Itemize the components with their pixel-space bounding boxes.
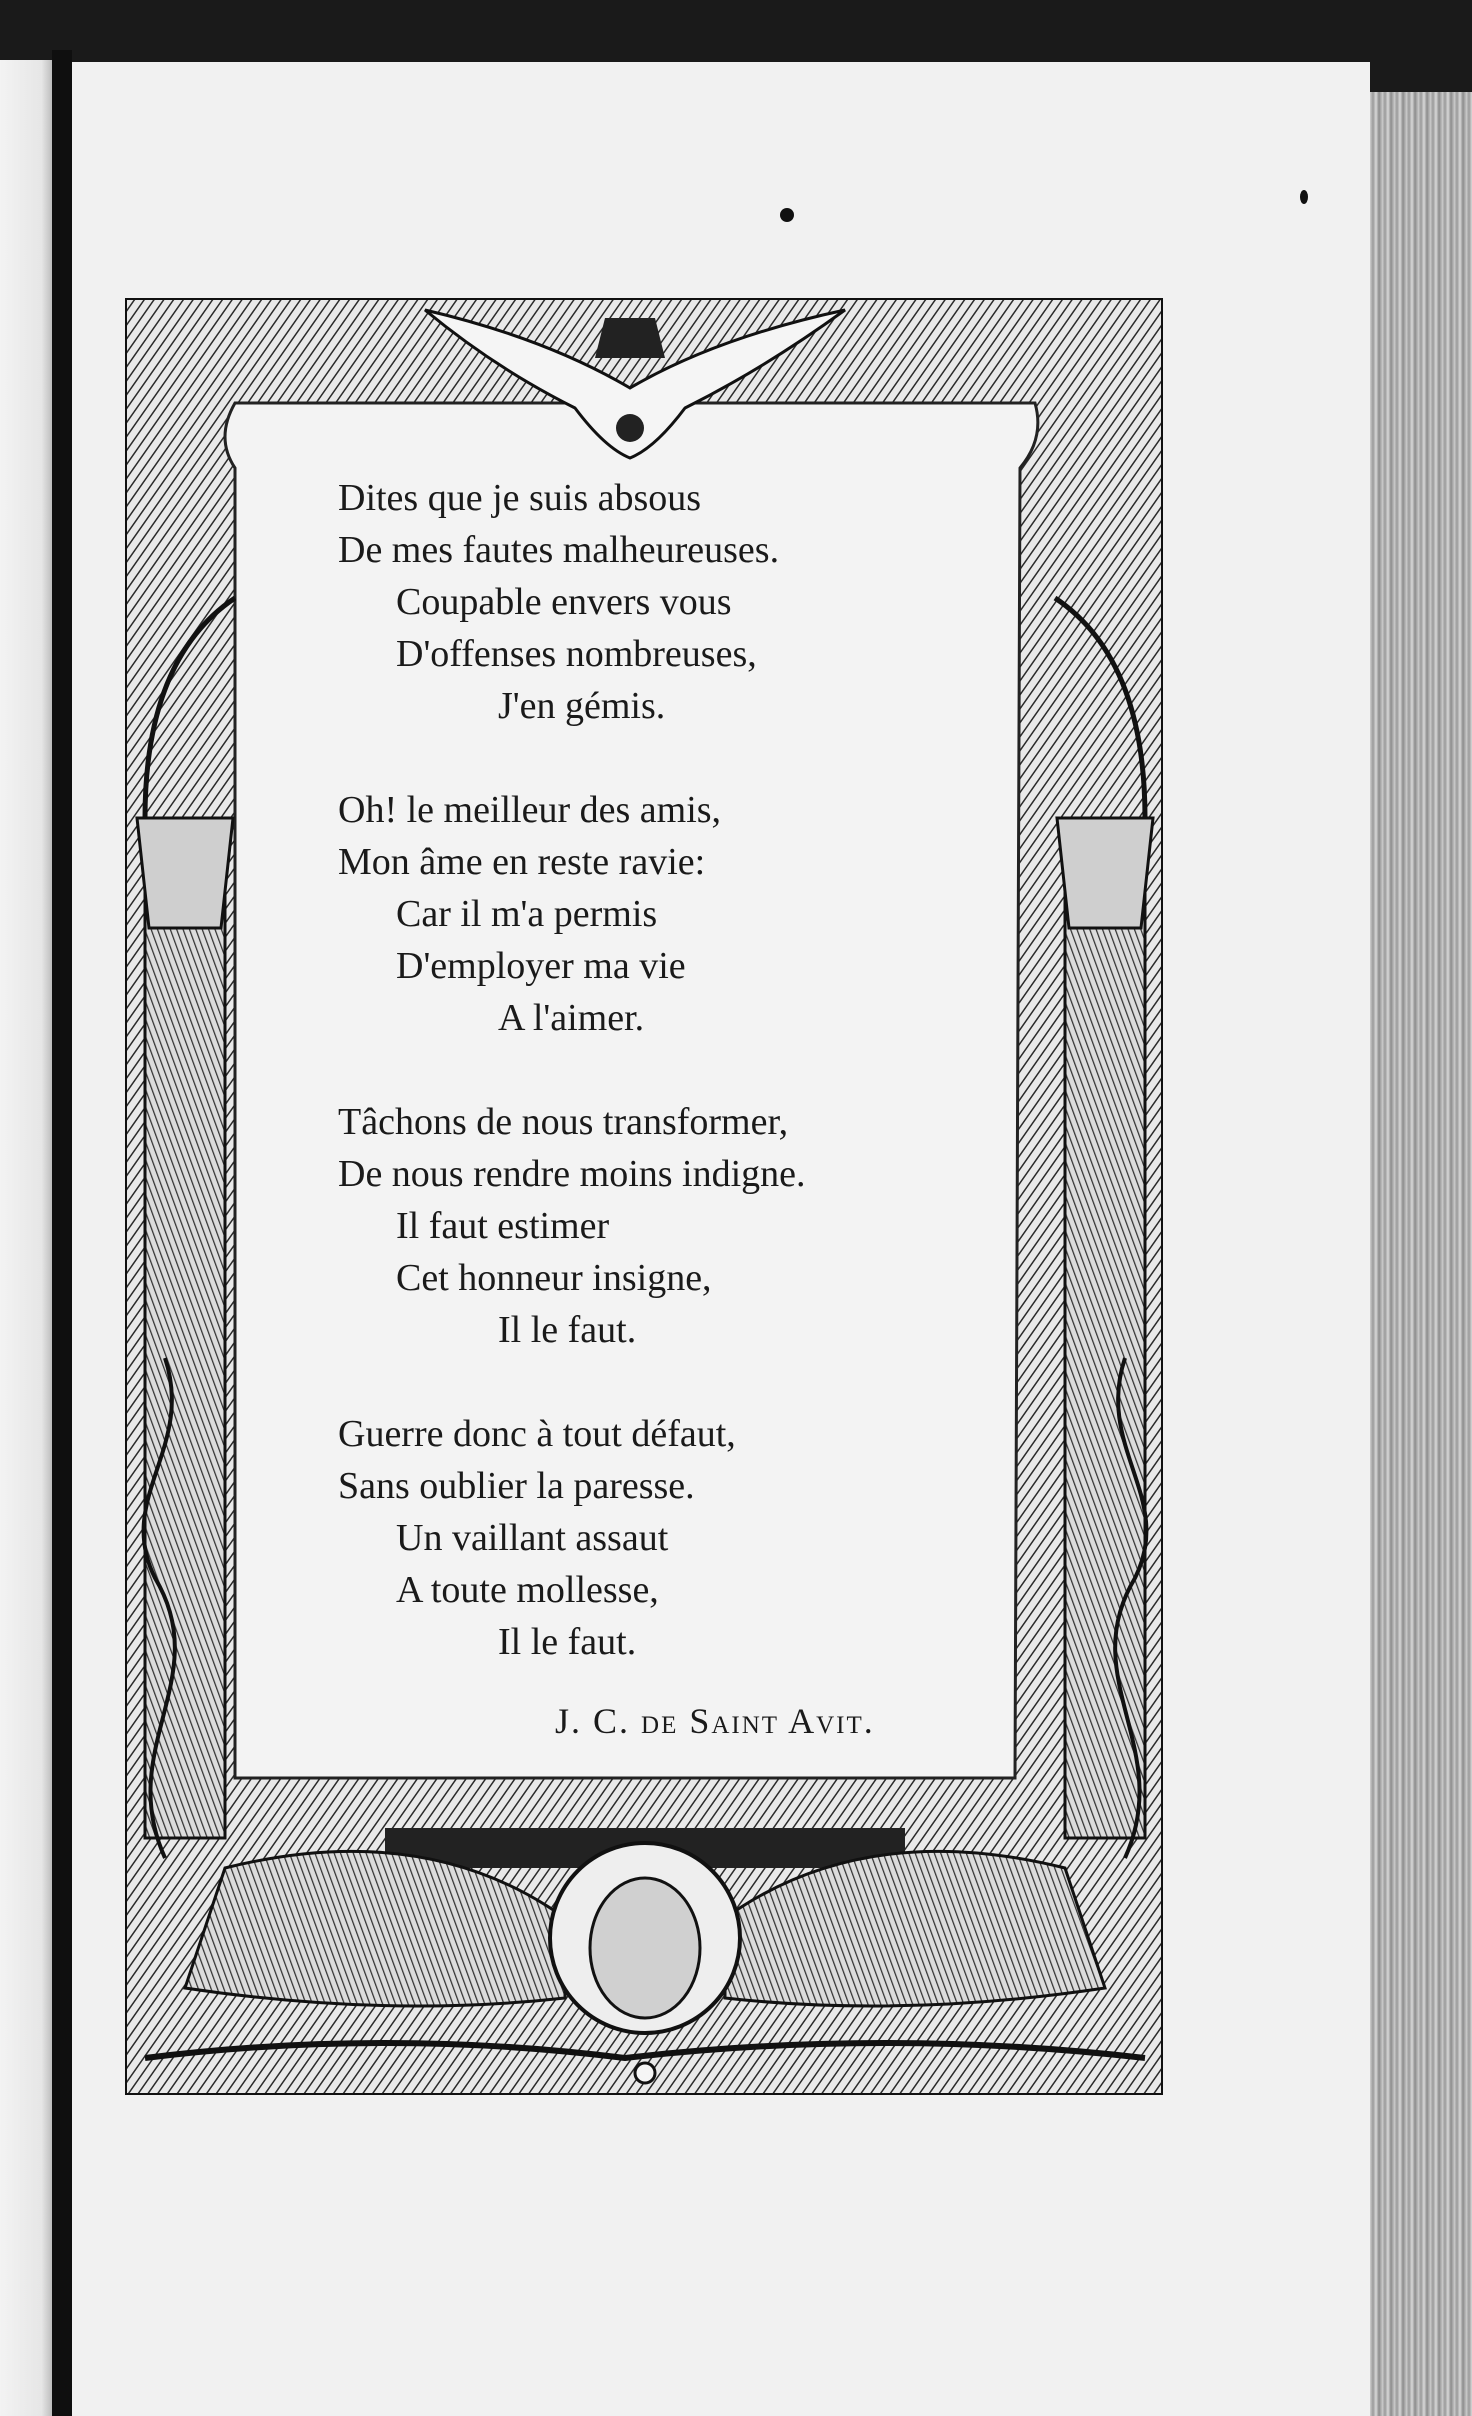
poem-line: D'employer ma vie (396, 945, 686, 987)
ink-speck (1300, 190, 1308, 204)
stanza-2 (322, 784, 1082, 1044)
poem-line: Mon âme en reste ravie: (338, 841, 706, 883)
poem-line: Dites que je suis absous (338, 477, 702, 519)
poem-line: De nous rendre moins indigne. (338, 1153, 806, 1195)
poem-line: Un vaillant assaut (396, 1517, 669, 1559)
poem (322, 472, 1082, 1720)
poem-line: De mes fautes malheureuses. (338, 529, 780, 571)
poem-line: Car il m'a permis (396, 893, 658, 935)
poem-line: Tâchons de nous transformer, (338, 1101, 789, 1143)
ink-speck (780, 208, 794, 222)
poem-line: A toute mollesse, (396, 1569, 659, 1611)
poem-line: J'en gémis. (498, 685, 666, 727)
poem-line: D'offenses nombreuses, (396, 633, 757, 675)
poem-line: Guerre donc à tout défaut, (338, 1413, 736, 1455)
stanza-3 (322, 1096, 1082, 1356)
poem-line: Il le faut. (498, 1309, 637, 1351)
poem-line: A l'aimer. (498, 997, 645, 1039)
facing-page-edge (0, 60, 52, 2416)
poem-line: Oh! le meilleur des amis, (338, 789, 722, 831)
poem-line: Cet honneur insigne, (396, 1257, 712, 1299)
poem-line: Il le faut. (498, 1621, 637, 1663)
page-stack-edge (1370, 92, 1472, 2416)
author-signature: J. C. de Saint Avit. (555, 1701, 875, 1741)
poem-line: Sans oublier la paresse. (338, 1465, 695, 1507)
stanza-1 (322, 472, 1082, 732)
book-gutter (52, 50, 72, 2416)
stanza-4 (322, 1408, 1082, 1668)
poem-line: Coupable envers vous (396, 581, 732, 623)
poem-line: Il faut estimer (396, 1205, 610, 1247)
